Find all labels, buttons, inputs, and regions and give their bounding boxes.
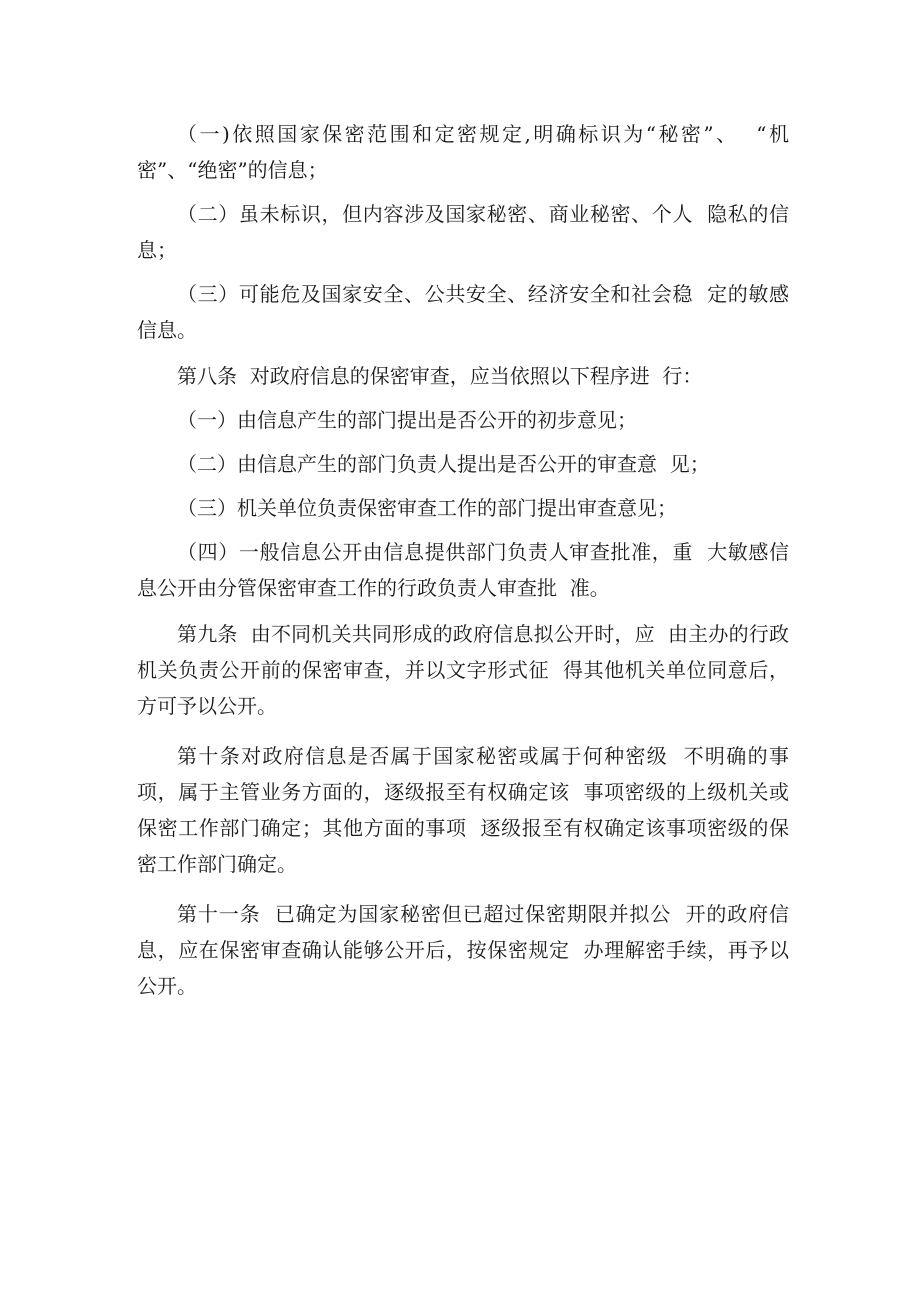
paragraph-item-2: （二）虽未标识，但内容涉及国家秘密、商业秘密、个人 隐私的信息； bbox=[137, 202, 789, 262]
document-body bbox=[137, 116, 789, 1004]
article-8-step-1: （一）由信息产生的部门提出是否公开的初步意见； bbox=[177, 408, 637, 432]
article-9: 第九条 由不同机关共同形成的政府信息拟公开时，应 由主办的行政机关负责公开前的保密审查，并以文字形式征 得其他机关单位同意后，方可予以公开。 bbox=[137, 622, 789, 718]
article-8-step-4: （四）一般信息公开由信息提供部门负责人审查批准，重 大敏感信息公开由分管保密审查工作的行政负责人审查批 准。 bbox=[137, 540, 789, 600]
paragraph-item-3: （三）可能危及国家安全、公共安全、经济安全和社会稳 定的敏感信息。 bbox=[137, 282, 789, 342]
article-8-step-2: （二）由信息产生的部门负责人提出是否公开的审查意 见； bbox=[177, 452, 710, 476]
article-10: 第十条对政府信息是否属于国家秘密或属于何种密级 不明确的事项，属于主管业务方面的，逐级报至有权确定该 事项密级的上级机关或保密工作部门确定；其他方面的事项 逐级报至有权确定该事项密级的保密工作部门确定。 bbox=[137, 744, 789, 876]
paragraph-item-1: （一)依照国家保密范围和定密规定,明确标识为“秘密”、 “机密”、“绝密”的信息； bbox=[137, 122, 789, 182]
article-8-heading: 第八条 对政府信息的保密审查，应当依照以下程序进 行： bbox=[177, 364, 703, 388]
article-8-step-3: （三）机关单位负责保密审查工作的部门提出审查意见； bbox=[177, 496, 677, 520]
article-11: 第十一条 已确定为国家秘密但已超过保密期限并拟公 开的政府信息，应在保密审查确认能够公开后，按保密规定 办理解密手续，再予以公开。 bbox=[137, 902, 789, 998]
